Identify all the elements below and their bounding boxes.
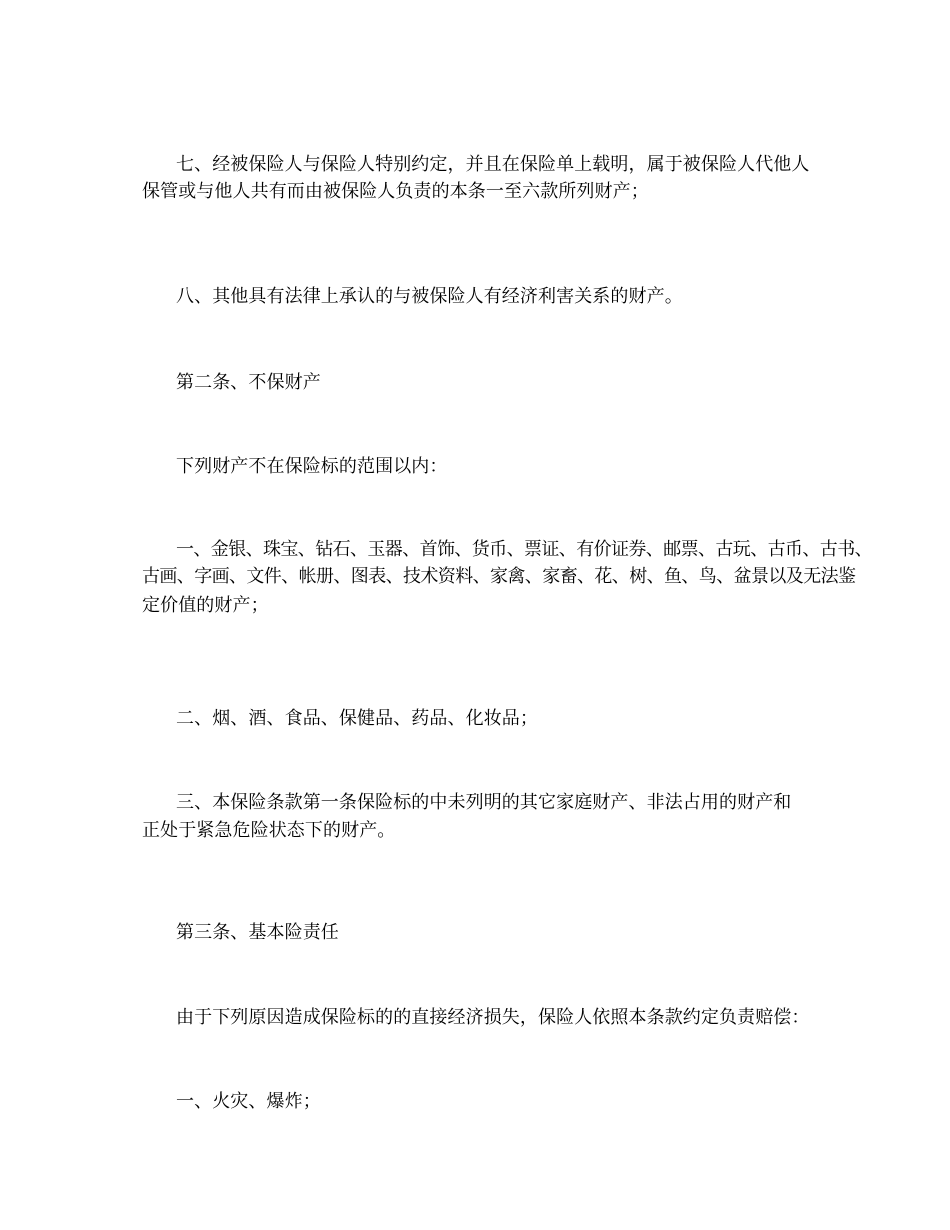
paragraph-line: 由于下列原因造成保险标的的直接经济损失，保险人依照本条款约定负责赔偿： <box>176 1007 810 1028</box>
paragraph-line: 七、经被保险人与保险人特别约定，并且在保险单上载明，属于被保险人代他人 <box>176 154 810 175</box>
section-heading: 第三条、基本险责任 <box>176 922 339 943</box>
paragraph-line: 三、本保险条款第一条保险标的中未列明的其它家庭财产、非法占用的财产和 <box>176 792 792 813</box>
section-heading: 第二条、不保财产 <box>176 372 321 393</box>
paragraph-line: 下列财产不在保险标的范围以内： <box>176 456 448 477</box>
paragraph-line: 一、火灾、爆炸； <box>176 1091 321 1112</box>
paragraph-line: 二、烟、酒、食品、保健品、药品、化妆品； <box>176 708 538 729</box>
paragraph-line: 保管或与他人共有而由被保险人负责的本条一至六款所列财产； <box>142 181 649 202</box>
paragraph-line: 八、其他具有法律上承认的与被保险人有经济利害关系的财产。 <box>176 286 683 307</box>
paragraph-line: 正处于紧急危险状态下的财产。 <box>142 820 396 841</box>
paragraph-line: 一、金银、珠宝、钻石、玉器、首饰、货币、票证、有价证券、邮票、古玩、古币、古书、 <box>176 539 872 560</box>
paragraph-line: 古画、字画、文件、帐册、图表、技术资料、家禽、家畜、花、树、鱼、鸟、盆景以及无法鉴 <box>142 566 856 587</box>
paragraph-line: 定价值的财产； <box>142 595 269 616</box>
